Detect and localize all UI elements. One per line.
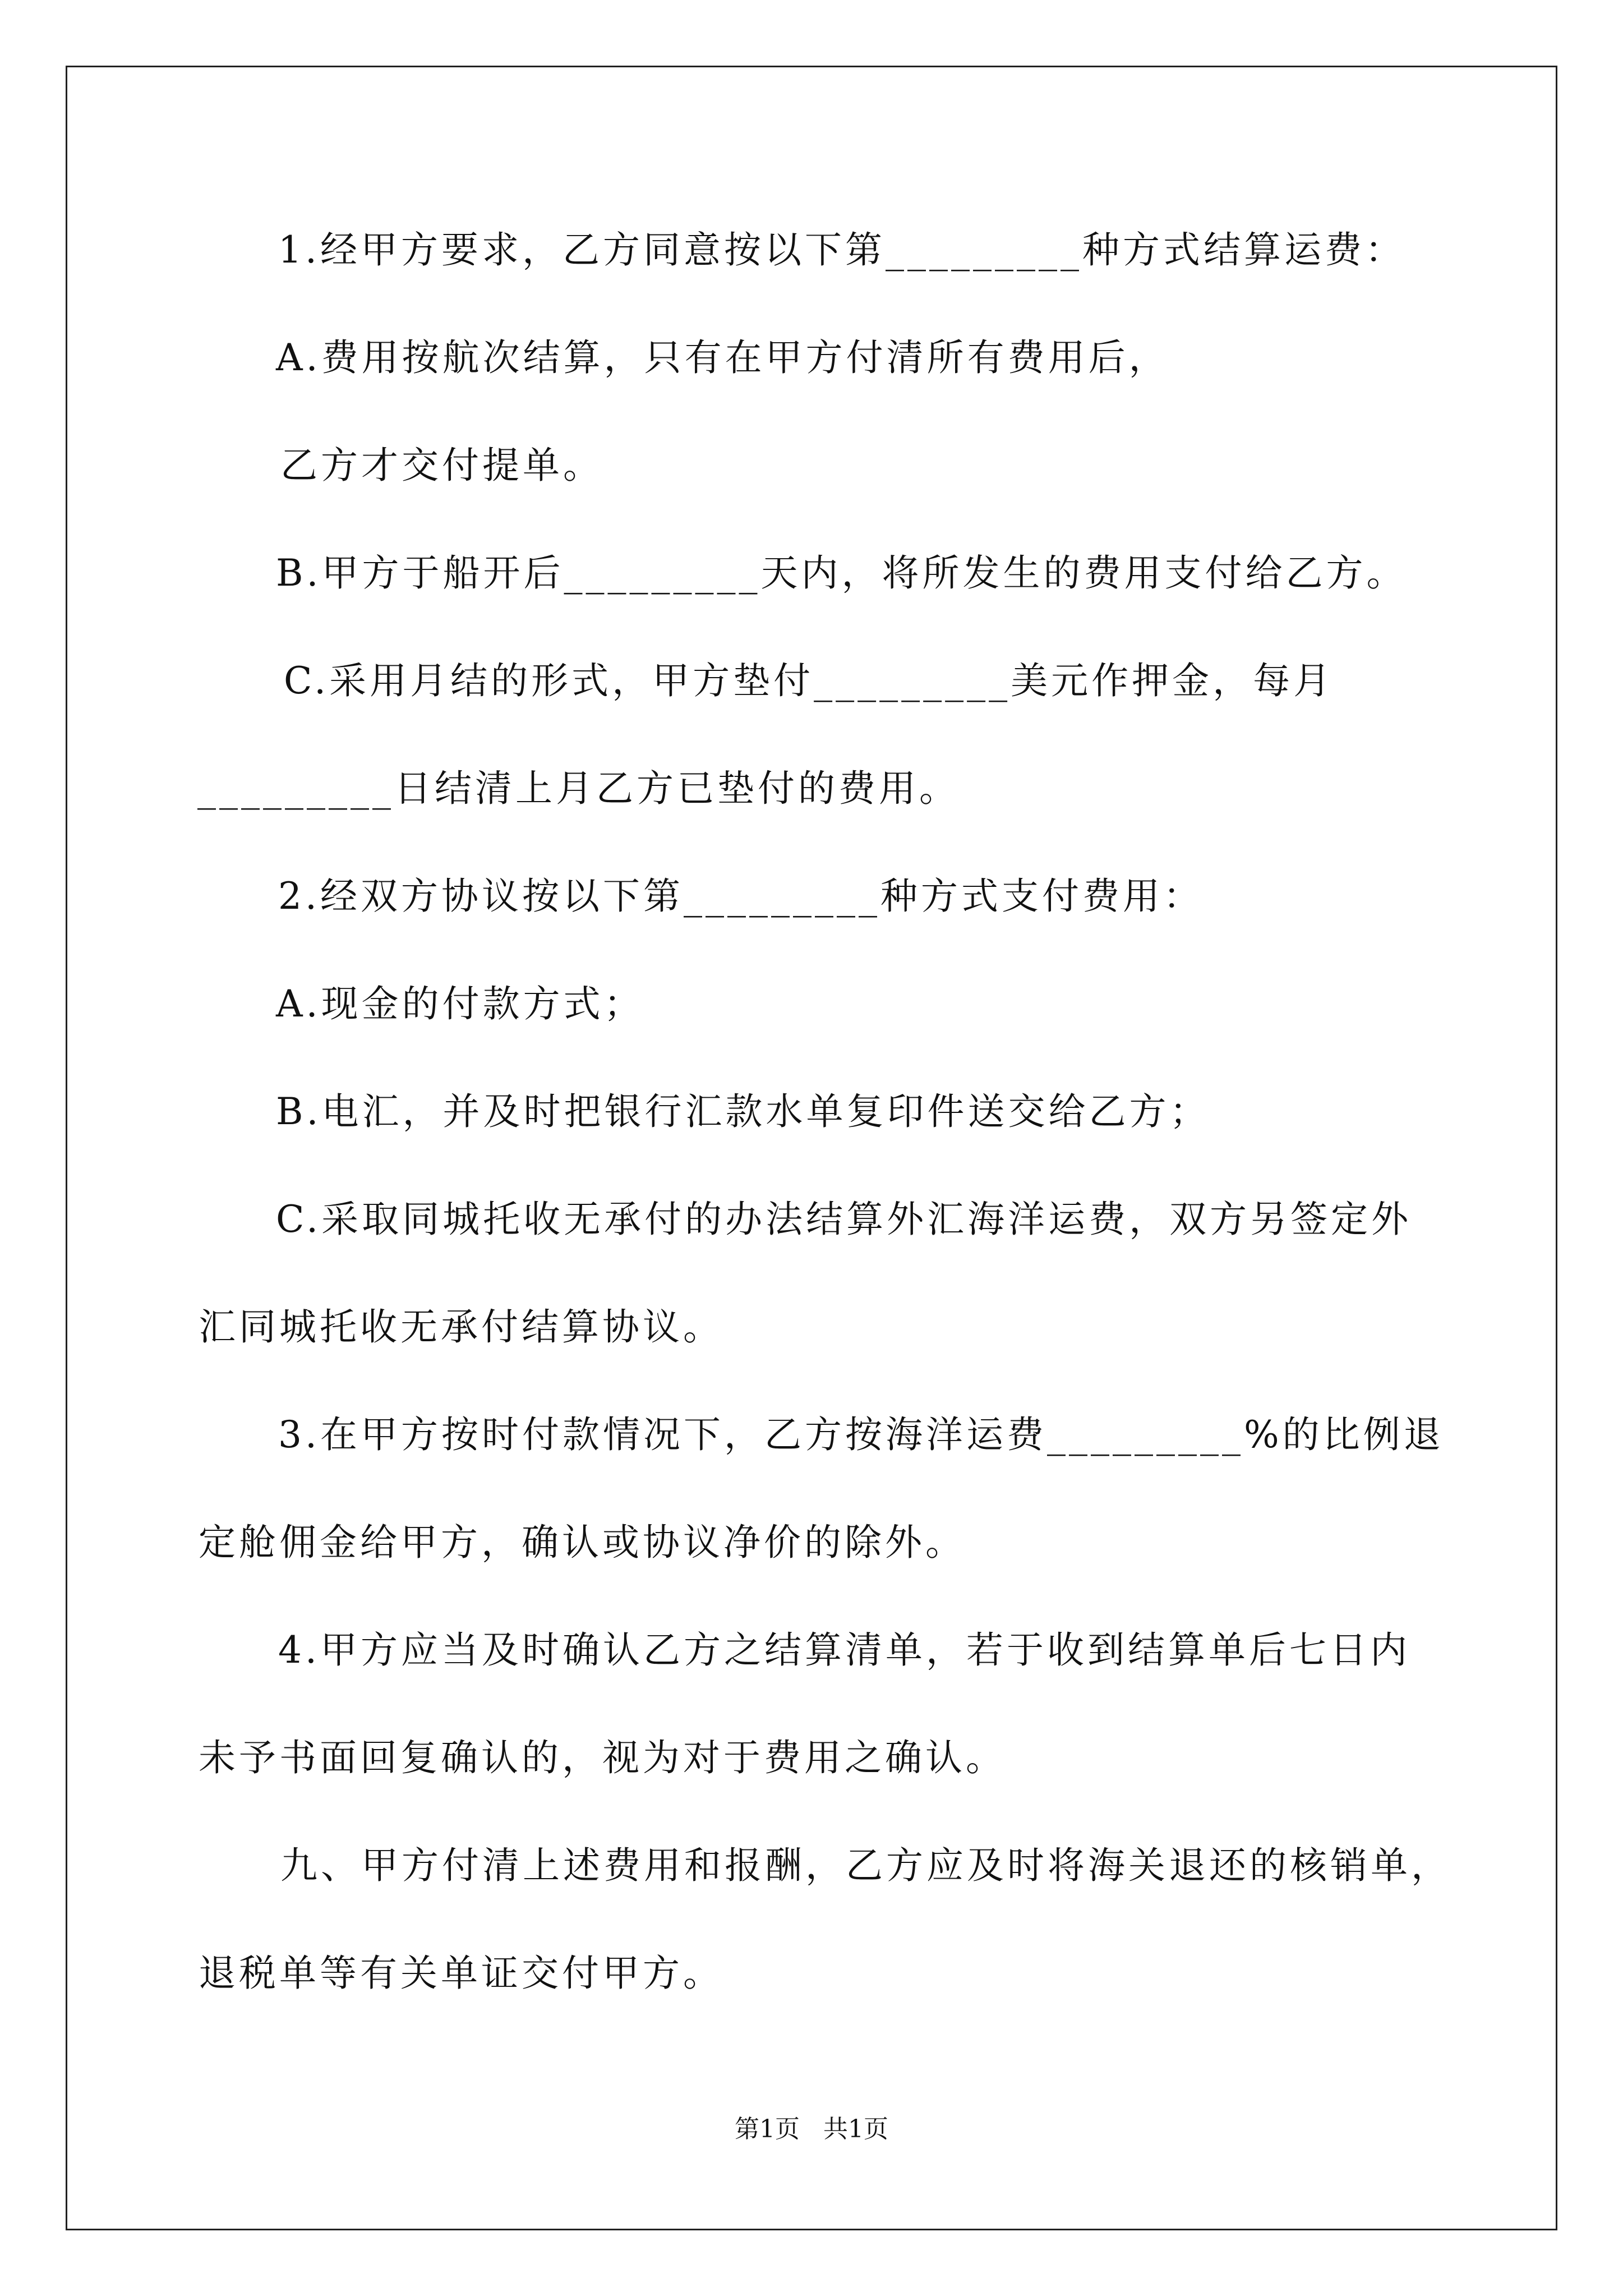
- clause-1b-line: B.甲方于船开后_________天内，将所发生的费用支付给乙方。: [276, 551, 1407, 595]
- clause-2b-line: B.电汇，并及时把银行汇款水单复印件送交给乙方；: [276, 1090, 1210, 1133]
- clause-1a-line-1: A.费用按航次结算，只有在甲方付清所有费用后，: [276, 336, 1169, 379]
- clause-4-line-2: 未予书面回复确认的，视为对于费用之确认。: [199, 1736, 1006, 1779]
- clause-2-line: 2.经双方协议按以下第_________种方式支付费用：: [278, 875, 1204, 918]
- article-9-line-1: 九、甲方付清上述费用和报酬，乙方应及时将海关退还的核销单，: [280, 1844, 1451, 1887]
- clause-1a-line-2: 乙方才交付提单。: [280, 444, 603, 487]
- clause-2c-line-2: 汇同城托收无承付结算协议。: [199, 1305, 723, 1349]
- clause-2c-line-1: C.采取同城托收无承付的办法结算外汇海洋运费，双方另签定外: [276, 1198, 1412, 1241]
- page-footer: 第1页 共1页: [735, 2115, 888, 2143]
- clause-1-line: 1.经甲方要求，乙方同意按以下第_________种方式结算运费：: [278, 228, 1405, 272]
- clause-1c-line-2: _________日结清上月乙方已垫付的费用。: [197, 767, 960, 810]
- clause-3-line-1: 3.在甲方按时付款情况下，乙方按海洋运费_________%的比例退: [278, 1413, 1444, 1456]
- clause-1c-line-1: C.采用月结的形式，甲方垫付_________美元作押金，每月: [284, 659, 1334, 702]
- clause-2a-line: A.现金的付款方式；: [276, 982, 644, 1025]
- clause-4-line-1: 4.甲方应当及时确认乙方之结算清单，若于收到结算单后七日内: [278, 1628, 1410, 1672]
- article-9-line-2: 退税单等有关单证交付甲方。: [199, 1952, 723, 1995]
- page-border: [66, 66, 1557, 2230]
- clause-3-line-2: 定舱佣金给甲方，确认或协议净价的除外。: [199, 1521, 966, 1564]
